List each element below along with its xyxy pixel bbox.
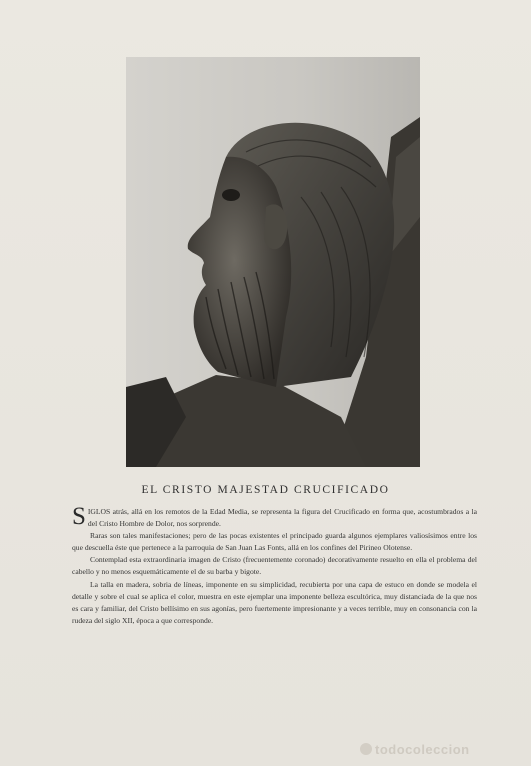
article-heading: EL CRISTO MAJESTAD CRUCIFICADO (141, 484, 390, 496)
drop-cap: S (72, 503, 86, 530)
paragraph-3: Contemplad esta extraordinaria imagen de Cristo (frecuentemente coronado) decorativamente resuelto en ella el problema del cabello y no menos esquemáticamente el de su barba y bigote. (72, 555, 477, 577)
paragraph-4: La talla en madera, sobria de líneas, imponente en su simplicidad, recubierta por una capa de estuco en donde se modela el detalle y sobre el cual se aplica el color, muestra en este ejemplar una imponente belleza escultórica, muy distanciada de la que nos es cara y familiar, del Cristo bellísimo en sus agonías, pero fuertemente impresionante y a veces terrible, muy en consonancia con la rudeza del siglo XII, época a que corresponde. (72, 579, 477, 625)
paragraph-1 (72, 503, 477, 530)
watermark-logo-icon (360, 743, 372, 755)
article-body (72, 503, 477, 627)
watermark (360, 742, 470, 757)
sculpture-photo (126, 57, 420, 467)
paragraph-1-text: IGLOS atrás, allá en los remotos de la Edad Media, se representa la figura del Crucificado en forma que, acostumbrados a la del Cristo Hombre de Dolor, nos sorprende. (87, 507, 477, 529)
paragraph-2: Raras son tales manifestaciones; pero de las pocas existentes el principado guarda algunos ejemplares valiosísimos entre los que descuella éste que pertenece a la parroquia de San Juan Las Fonts, allá en los confines del Pirineo Olotense. (72, 531, 477, 553)
watermark-text: todocoleccion (375, 742, 470, 757)
